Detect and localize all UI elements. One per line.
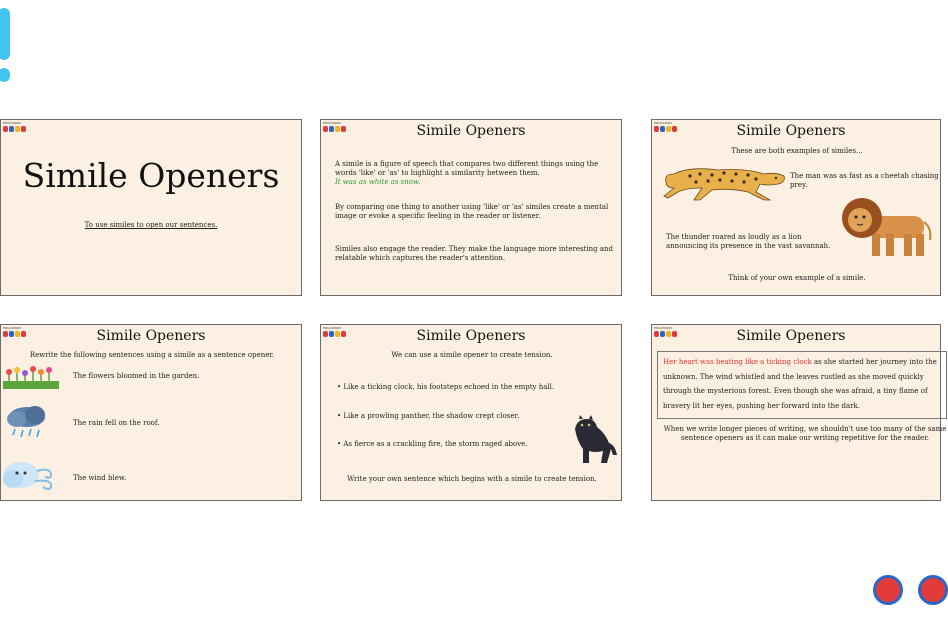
note-text: When we write longer pieces of writing, we shouldn't use too many of the same sentence openers as it can make our writing repetitive for the reader. (663, 425, 947, 442)
bullet-two: • Like a prowling panther, the shadow crept closer. (337, 412, 520, 420)
intro-text: We can use a simile opener to create tension. (391, 351, 553, 359)
slide-5-thumbnail[interactable] (320, 324, 622, 501)
slide-2-thumbnail[interactable] (320, 119, 622, 296)
lion-illustration (838, 194, 934, 258)
task-text: Write your own sentence which begins with a simile to create tension. (347, 475, 597, 483)
slide-1-thumbnail[interactable] (0, 119, 302, 296)
paragraph-two: By comparing one thing to another using 'like' or 'as' similes create a mental image or evoke a specific feeling in the reader or listener. (335, 203, 609, 220)
publisher-logo: EDUCATION (3, 122, 33, 134)
slide-3-thumbnail[interactable] (651, 119, 941, 296)
slide-6-thumbnail[interactable] (651, 324, 947, 501)
slide-title: Simile Openers (736, 123, 846, 139)
slide-footer: · · · · · (925, 289, 934, 293)
slide-footer: · · · · · (925, 494, 934, 498)
exclamation-dot-decoration (0, 68, 10, 82)
slide-objective: To use similes to open our sentences. (84, 221, 218, 229)
sentence-wind: The wind blew. (73, 474, 127, 482)
slide-title: Simile Openers (22, 156, 280, 195)
brand-badge (873, 575, 903, 605)
passage-text: as she started her journey into the unknown. The wind whistled and the leaves rustled as she moved quickly through the mysterious forest. Even though she was afraid, a tiny flame of bravery lit her eyes, pushing her forward into the dark. (663, 358, 937, 410)
example-lion: The thunder roared as loudly as a lion announcing its presence in the vast savannah. (666, 233, 831, 250)
flowers-icon (3, 365, 59, 389)
publisher-logo: EDUCATION (3, 327, 33, 339)
prompt-text: Think of your own example of a simile. (728, 274, 866, 282)
slide-footer: · · · · · (286, 289, 295, 293)
example-text: It was as white as snow. (335, 178, 421, 186)
slide-title: Simile Openers (416, 328, 526, 344)
slide-title: Simile Openers (416, 123, 526, 139)
paragraph-three: Similes also engage the reader. They make the language more interesting and relatable which captures the reader's attention. (335, 245, 614, 262)
slide-footer: · · · · · (286, 494, 295, 498)
slide-footer: · · · · · (606, 289, 615, 293)
bullet-one: • Like a ticking clock, his footsteps echoed in the empty hall. (337, 383, 555, 391)
brand-badge-partial (918, 575, 948, 605)
publisher-logo: EDUCATION (654, 327, 684, 339)
rain-cloud-icon (5, 403, 49, 441)
sentence-rain: The rain fell on the roof. (73, 419, 160, 427)
intro-text: These are both examples of similes... (731, 147, 863, 155)
bullet-three: • As fierce as a crackling fire, the storm raged above. (337, 440, 528, 448)
slide-title: Simile Openers (96, 328, 206, 344)
wind-cloud-icon (1, 457, 57, 497)
definition-text: A simile is a figure of speech that compares two different things using the words 'like' or 'as' to highlight a similarity between them. (335, 160, 599, 177)
publisher-logo: EDUCATION (323, 327, 353, 339)
cheetah-illustration (660, 160, 788, 202)
exclamation-decoration (0, 8, 10, 60)
sentence-flowers: The flowers bloomed in the garden. (73, 372, 200, 380)
publisher-logo: EDUCATION (323, 122, 353, 134)
highlighted-simile: Her heart was beating like a ticking clock (663, 358, 812, 366)
slide-footer: · · · · · (606, 494, 615, 498)
example-cheetah: The man was as fast as a cheetah chasing prey. (790, 172, 939, 189)
passage-box (657, 351, 947, 419)
instruction-text: Rewrite the following sentences using a simile as a sentence opener. (29, 351, 275, 359)
publisher-logo: EDUCATION (654, 122, 684, 134)
slide-title: Simile Openers (736, 328, 846, 344)
panther-illustration (567, 411, 621, 465)
slide-4-thumbnail[interactable] (0, 324, 302, 501)
